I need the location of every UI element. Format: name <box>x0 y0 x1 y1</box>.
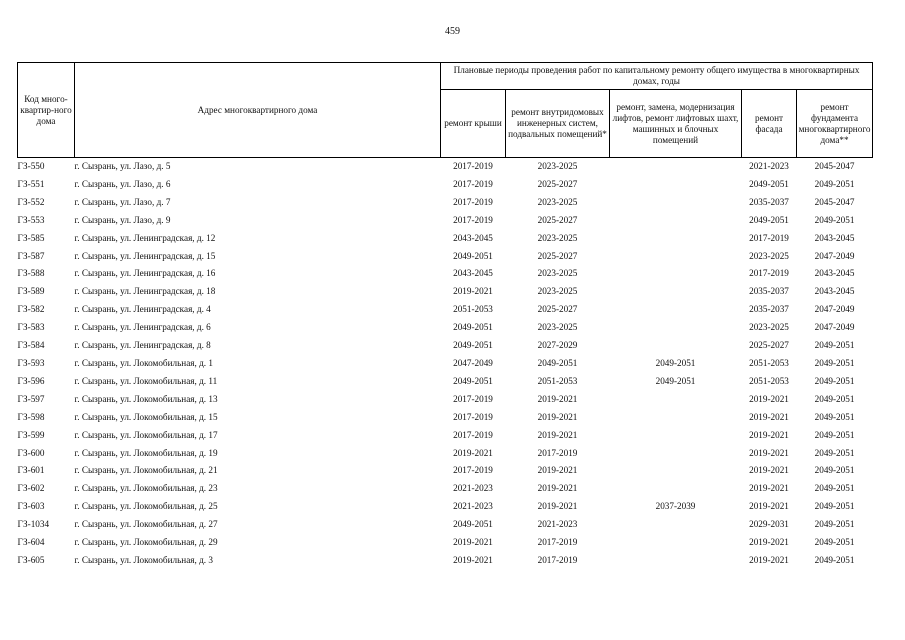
cell-systems: 2023-2025 <box>537 232 578 243</box>
cell-foundation: 2043-2045 <box>814 232 855 243</box>
cell-foundation: 2049-2051 <box>814 393 855 404</box>
cell-lifts <box>610 265 742 283</box>
cell-code: ГЗ-588 <box>17 268 45 279</box>
cell-systems: 2025-2027 <box>537 304 578 315</box>
table-row <box>18 445 873 463</box>
header-code: Код много-квартир-ного дома <box>18 63 75 158</box>
cell-systems: 2025-2027 <box>537 250 578 261</box>
cell-code: ГЗ-584 <box>17 340 45 351</box>
cell-lifts <box>610 445 742 463</box>
cell-lifts <box>610 409 742 427</box>
cell-facade: 2017-2019 <box>749 268 789 279</box>
cell-systems: 2019-2021 <box>537 483 578 494</box>
header-periods: Плановые периоды проведения работ по капитальному ремонту общего имущества в многоквартирных домах, годы <box>441 63 873 90</box>
table-row <box>18 534 873 552</box>
cell-facade: 2019-2021 <box>749 554 789 565</box>
cell-address: г. Сызрань, ул. Локомобильная, д. 11 <box>74 375 218 386</box>
cell-lifts <box>610 391 742 409</box>
cell-roof: 2019-2021 <box>453 447 493 458</box>
cell-code: ГЗ-552 <box>17 196 45 207</box>
cell-lifts <box>610 176 742 194</box>
cell-facade: 2017-2019 <box>749 232 789 243</box>
table-row <box>18 516 873 534</box>
cell-lifts: 2049-2051 <box>655 375 696 386</box>
cell-systems: 2023-2025 <box>537 322 578 333</box>
cell-foundation: 2049-2051 <box>814 375 855 386</box>
cell-roof: 2019-2021 <box>453 554 493 565</box>
table-row <box>18 319 873 337</box>
cell-lifts <box>610 462 742 480</box>
table-row <box>18 355 873 373</box>
cell-systems: 2023-2025 <box>537 196 578 207</box>
cell-code: ГЗ-1034 <box>17 519 50 530</box>
cell-systems: 2051-2053 <box>537 375 578 386</box>
cell-address: г. Сызрань, ул. Локомобильная, д. 3 <box>74 554 213 565</box>
cell-code: ГЗ-587 <box>17 250 45 261</box>
cell-address: г. Сызрань, ул. Лазо, д. 5 <box>74 161 171 171</box>
cell-lifts <box>610 301 742 319</box>
cell-facade: 2023-2025 <box>749 322 789 333</box>
table-row <box>18 230 873 248</box>
cell-code: ГЗ-553 <box>17 214 45 225</box>
cell-lifts <box>610 534 742 552</box>
cell-systems: 2023-2025 <box>537 286 578 297</box>
cell-systems: 2027-2029 <box>537 340 578 351</box>
cell-roof: 2019-2021 <box>453 286 493 297</box>
cell-code: ГЗ-583 <box>17 322 45 333</box>
cell-foundation: 2045-2047 <box>814 196 855 207</box>
cell-foundation: 2049-2051 <box>814 429 855 440</box>
cell-lifts <box>610 480 742 498</box>
cell-facade: 2019-2021 <box>749 465 789 476</box>
cell-lifts <box>610 552 742 570</box>
cell-systems: 2019-2021 <box>537 393 578 404</box>
cell-facade: 2029-2031 <box>749 519 789 530</box>
cell-code: ГЗ-600 <box>17 447 45 458</box>
cell-roof: 2017-2019 <box>453 196 493 207</box>
cell-foundation: 2049-2051 <box>814 465 855 476</box>
cell-systems: 2025-2027 <box>537 178 578 189</box>
cell-systems: 2017-2019 <box>537 554 578 565</box>
cell-address: г. Сызрань, ул. Ленинградская, д. 16 <box>74 268 216 279</box>
cell-code: ГЗ-582 <box>17 304 45 315</box>
cell-facade: 2021-2023 <box>749 161 789 171</box>
table-row <box>18 248 873 266</box>
cell-facade: 2049-2051 <box>749 214 789 225</box>
cell-facade: 2051-2053 <box>749 375 789 386</box>
cell-foundation: 2043-2045 <box>814 286 855 297</box>
cell-address: г. Сызрань, ул. Ленинградская, д. 8 <box>74 340 211 351</box>
cell-foundation: 2047-2049 <box>814 250 855 261</box>
cell-lifts: 2037-2039 <box>655 501 696 512</box>
cell-address: г. Сызрань, ул. Ленинградская, д. 15 <box>74 250 216 261</box>
header-foundation: ремонт фундамента многоквартирного дома** <box>797 90 873 158</box>
cell-facade: 2035-2037 <box>749 304 789 315</box>
cell-lifts: 2049-2051 <box>655 357 696 368</box>
table-header <box>18 63 873 158</box>
cell-facade: 2019-2021 <box>749 501 789 512</box>
cell-roof: 2049-2051 <box>453 250 493 261</box>
cell-address: г. Сызрань, ул. Лазо, д. 6 <box>74 178 171 189</box>
table-body <box>18 158 873 570</box>
cell-foundation: 2049-2051 <box>814 447 855 458</box>
cell-lifts <box>610 230 742 248</box>
cell-address: г. Сызрань, ул. Лазо, д. 7 <box>74 196 171 207</box>
cell-foundation: 2047-2049 <box>814 304 855 315</box>
cell-facade: 2019-2021 <box>749 447 789 458</box>
cell-facade: 2049-2051 <box>749 178 789 189</box>
cell-foundation: 2049-2051 <box>814 501 855 512</box>
cell-roof: 2017-2019 <box>453 214 493 225</box>
table-row <box>18 373 873 391</box>
cell-code: ГЗ-601 <box>17 465 45 476</box>
cell-systems: 2021-2023 <box>537 519 578 530</box>
cell-address: г. Сызрань, ул. Локомобильная, д. 15 <box>74 411 218 422</box>
cell-roof: 2051-2053 <box>453 304 493 315</box>
cell-facade: 2023-2025 <box>749 250 789 261</box>
cell-foundation: 2049-2051 <box>814 483 855 494</box>
cell-code: ГЗ-598 <box>17 411 45 422</box>
table-row <box>18 212 873 230</box>
cell-foundation: 2049-2051 <box>814 554 855 565</box>
page-number: 459 <box>445 26 460 37</box>
cell-facade: 2051-2053 <box>749 357 789 368</box>
cell-code: ГЗ-585 <box>17 232 45 243</box>
table-row <box>18 158 873 176</box>
cell-lifts <box>610 337 742 355</box>
repair-schedule-table <box>17 62 873 570</box>
cell-systems: 2023-2025 <box>537 268 578 279</box>
cell-lifts <box>610 283 742 301</box>
cell-roof: 2017-2019 <box>453 178 493 189</box>
cell-roof: 2049-2051 <box>453 340 493 351</box>
header-address: Адрес многоквартирного дома <box>75 63 441 158</box>
cell-systems: 2019-2021 <box>537 465 578 476</box>
cell-facade: 2019-2021 <box>749 393 789 404</box>
header-systems: ремонт внутридомовых инженерных систем, подвальных помещений* <box>506 90 610 158</box>
cell-foundation: 2049-2051 <box>814 357 855 368</box>
cell-facade: 2019-2021 <box>749 537 789 548</box>
cell-roof: 2049-2051 <box>453 375 493 386</box>
cell-systems: 2017-2019 <box>537 447 578 458</box>
cell-foundation: 2049-2051 <box>814 411 855 422</box>
cell-code: ГЗ-551 <box>17 178 45 189</box>
cell-facade: 2025-2027 <box>749 340 789 351</box>
cell-facade: 2035-2037 <box>749 286 789 297</box>
cell-facade: 2019-2021 <box>749 483 789 494</box>
table-row <box>18 462 873 480</box>
cell-roof: 2043-2045 <box>453 232 493 243</box>
table-row <box>18 427 873 445</box>
header-roof: ремонт крыши <box>441 90 506 158</box>
table-row <box>18 265 873 283</box>
cell-foundation: 2049-2051 <box>814 537 855 548</box>
cell-address: г. Сызрань, ул. Ленинградская, д. 12 <box>74 232 216 243</box>
cell-address: г. Сызрань, ул. Локомобильная, д. 13 <box>74 393 218 404</box>
cell-address: г. Сызрань, ул. Локомобильная, д. 29 <box>74 537 218 548</box>
cell-code: ГЗ-602 <box>17 483 45 494</box>
cell-address: г. Сызрань, ул. Локомобильная, д. 19 <box>74 447 218 458</box>
cell-roof: 2017-2019 <box>453 393 493 404</box>
cell-code: ГЗ-603 <box>17 501 45 512</box>
cell-foundation: 2047-2049 <box>814 322 855 333</box>
cell-code: ГЗ-596 <box>17 375 45 386</box>
cell-roof: 2043-2045 <box>453 268 493 279</box>
cell-foundation: 2049-2051 <box>814 214 855 225</box>
cell-roof: 2017-2019 <box>453 411 493 422</box>
cell-systems: 2049-2051 <box>537 357 578 368</box>
cell-address: г. Сызрань, ул. Локомобильная, д. 23 <box>74 483 218 494</box>
cell-code: ГЗ-599 <box>17 429 45 440</box>
cell-lifts <box>610 427 742 445</box>
table-row <box>18 176 873 194</box>
table-row <box>18 301 873 319</box>
table-row <box>18 480 873 498</box>
cell-roof: 2019-2021 <box>453 537 493 548</box>
cell-systems: 2017-2019 <box>537 537 578 548</box>
cell-address: г. Сызрань, ул. Локомобильная, д. 27 <box>74 519 218 530</box>
cell-roof: 2049-2051 <box>453 322 493 333</box>
cell-lifts <box>610 319 742 337</box>
cell-address: г. Сызрань, ул. Ленинградская, д. 6 <box>74 322 211 333</box>
cell-code: ГЗ-604 <box>17 537 45 548</box>
header-lifts: ремонт, замена, модернизация лифтов, ремонт лифтовых шахт, машинных и блочных помещений <box>610 90 742 158</box>
cell-facade: 2019-2021 <box>749 429 789 440</box>
cell-roof: 2047-2049 <box>453 357 493 368</box>
cell-systems: 2019-2021 <box>537 501 578 512</box>
cell-address: г. Сызрань, ул. Локомобильная, д. 21 <box>74 465 218 476</box>
cell-systems: 2019-2021 <box>537 429 578 440</box>
cell-roof: 2017-2019 <box>453 161 493 171</box>
cell-foundation: 2045-2047 <box>814 161 855 171</box>
cell-address: г. Сызрань, ул. Лазо, д. 9 <box>74 214 171 225</box>
cell-roof: 2017-2019 <box>453 465 493 476</box>
header-facade: ремонт фасада <box>742 90 797 158</box>
cell-lifts <box>610 516 742 534</box>
cell-roof: 2021-2023 <box>453 483 493 494</box>
table-row <box>18 409 873 427</box>
cell-foundation: 2049-2051 <box>814 340 855 351</box>
cell-address: г. Сызрань, ул. Локомобильная, д. 25 <box>74 501 218 512</box>
cell-roof: 2049-2051 <box>453 519 493 530</box>
cell-systems: 2023-2025 <box>537 161 578 171</box>
cell-roof: 2021-2023 <box>453 501 493 512</box>
cell-code: ГЗ-593 <box>17 357 45 368</box>
cell-address: г. Сызрань, ул. Локомобильная, д. 17 <box>74 429 218 440</box>
cell-code: ГЗ-550 <box>17 161 45 171</box>
table-row <box>18 194 873 212</box>
cell-facade: 2035-2037 <box>749 196 789 207</box>
cell-code: ГЗ-597 <box>17 393 45 404</box>
cell-lifts <box>610 212 742 230</box>
cell-foundation: 2043-2045 <box>814 268 855 279</box>
cell-address: г. Сызрань, ул. Ленинградская, д. 4 <box>74 304 211 315</box>
cell-roof: 2017-2019 <box>453 429 493 440</box>
cell-systems: 2025-2027 <box>537 214 578 225</box>
cell-systems: 2019-2021 <box>537 411 578 422</box>
cell-lifts <box>610 158 742 176</box>
table-row <box>18 283 873 301</box>
cell-foundation: 2049-2051 <box>814 178 855 189</box>
cell-facade: 2019-2021 <box>749 411 789 422</box>
cell-code: ГЗ-605 <box>17 554 45 565</box>
table-row <box>18 337 873 355</box>
cell-address: г. Сызрань, ул. Локомобильная, д. 1 <box>74 357 213 368</box>
cell-address: г. Сызрань, ул. Ленинградская, д. 18 <box>74 286 216 297</box>
cell-code: ГЗ-589 <box>17 286 45 297</box>
cell-foundation: 2049-2051 <box>814 519 855 530</box>
table-row <box>18 391 873 409</box>
cell-lifts <box>610 248 742 266</box>
table-row <box>18 498 873 516</box>
cell-lifts <box>610 194 742 212</box>
table-row <box>18 552 873 570</box>
